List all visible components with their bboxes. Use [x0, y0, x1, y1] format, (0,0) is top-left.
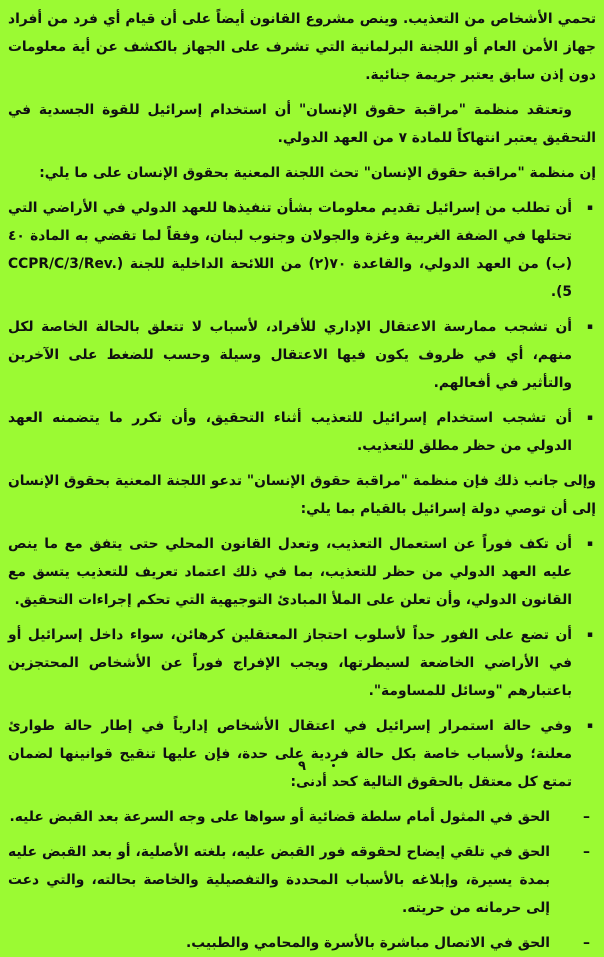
scan-speck-dot: [332, 764, 335, 767]
square-bullet-icon: ▪: [586, 630, 593, 640]
bullet-item-stop-torture: [8, 530, 596, 614]
bullet-item-condemn-torture: [8, 404, 596, 460]
paragraph-lead-urges: إن منظمة "مراقبة حقوق الإنسان" تحث اللجنة المعنية بحقوق الإنسان على ما يلي:: [39, 165, 596, 181]
bullet-text: أن تطلب من إسرائيل تقديم معلومات بشأن تنفيذها للعهد الدولي في الأراضي التي تحتلها في الضفة الغربية وغزة والجولان وجنوب لبنان، وفقاً لما تقضي به المادة ٤٠ (ب) من العهد الدولي، والقاعدة ٧٠(٢) من اللائحة الداخلية للجنة (CCPR/C/3/Rev. 5).: [8, 200, 573, 300]
bullet-item-condemn-detention: [8, 313, 596, 397]
paragraph-lead-recommend: وإلى جانب ذلك فإن منظمة "مراقبة حقوق الإنسان" تدعو اللجنة المعنية بحقوق الإنسان إلى أن توصي دولة إسرائيل بالقيام بما يلي:: [8, 473, 596, 517]
bullet-text: أن تشجب استخدام إسرائيل للتعذيب أثناء التحقيق، وأن تكرر ما يتضمنه العهد الدولي من حظر مطلق للتعذيب.: [8, 410, 572, 454]
square-bullet-icon: ▪: [586, 413, 593, 423]
bullet-text: أن تضع على الفور حداً لأسلوب احتجاز المعتقلين كرهائن، سواء داخل إسرائيل أو في الأراضي الخاضعة لسيطرتها، ويجب الإفراج فوراً عن الأشخاص المحتجزين باعتبارهم "وسائل للمساومة".: [8, 627, 572, 699]
bullet-text: وفي حالة استمرار إسرائيل في اعتقال الأشخاص إدارياً في إطار حالة طوارئ معلنة؛ ولأسباب خاصة بكل حالة فردية على حدة، فإن عليها تنقيح قوانينها لضمان تمتع كل معتقل بالحقوق التالية كحد أدنى:: [8, 718, 572, 790]
square-bullet-icon: ▪: [586, 721, 593, 731]
bullet-item-administrative-detention: [8, 712, 596, 796]
bullet-text: أن تشجب ممارسة الاعتقال الإداري للأفراد، لأسباب لا تتعلق بالحالة الخاصة لكل منهم، أي في ظروف يكون فيها الاعتقال وسيلة وحسب للضغط على الآخرين والتأثير في أفعالهم.: [8, 319, 572, 391]
paragraph-protection-law: تحمي الأشخاص من التعذيب. وينص مشروع القانون أيضاً على أن قيام أي فرد من أفراد جهاز الأمن العام أو اللجنة البرلمانية التي تشرف على الجهاز بالكشف عن أية معلومات دون إذن سابق يعتبر جريمة جنائية.: [8, 11, 596, 83]
square-bullet-icon: ▪: [586, 539, 593, 549]
dash-icon: –: [583, 844, 590, 860]
dash-text: الحق في المثول أمام سلطة قضائية أو سواها على وجه السرعة بعد القبض عليه.: [9, 809, 550, 825]
dash-item-right-appear: [8, 803, 596, 831]
paragraph-hrw-believes: وتعتقد منظمة "مراقبة حقوق الإنسان" أن استخدام إسرائيل للقوة الجسدية في التحقيق يعتبر انتهاكاً للمادة ٧ من العهد الدولي.: [8, 102, 596, 146]
page-number: ٩: [298, 759, 306, 774]
bullet-item-end-hostage-detention: [8, 621, 596, 705]
dash-text: الحق في تلقي إيضاح لحقوقه فور القبض عليه، بلغته الأصلية، أو بعد القبض عليه بمدة يسيرة، وإبلاغه بالأسباب المحددة والتفصيلية والخاصة بحالته، والتي دعت إلى حرمانه من حريته.: [8, 844, 550, 916]
dash-icon: –: [583, 935, 590, 951]
dash-text: الحق في الاتصال مباشرة بالأسرة والمحامي والطبيب.: [185, 935, 550, 951]
dash-item-right-contact: [8, 929, 596, 957]
square-bullet-icon: ▪: [586, 203, 593, 213]
dash-item-right-informed: [8, 838, 596, 922]
bullet-text: أن تكف فوراً عن استعمال التعذيب، وتعدل القانون المحلي حتى يتفق مع ما ينص عليه العهد الدولي من حظر للتعذيب، بما في ذلك اعتماد تعريف للتعذيب يتسق مع القانون الدولي، وأن تعلن على الملأ المبادئ التوجيهية التي تحكم إجراءات التحقيق.: [8, 536, 572, 608]
bullet-item-request-info: [8, 194, 596, 306]
dash-icon: –: [583, 809, 590, 825]
square-bullet-icon: ▪: [586, 322, 593, 332]
